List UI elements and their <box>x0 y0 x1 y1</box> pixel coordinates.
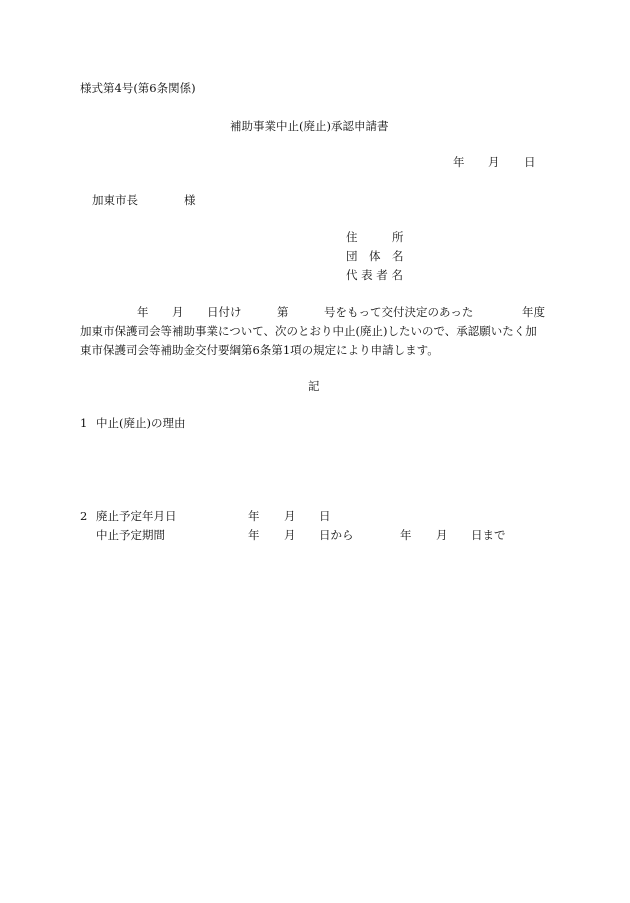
item-2-year-label: 年 <box>248 509 260 523</box>
form-number: 様式第4号(第6条関係) <box>80 81 196 95</box>
body-line3: 東市保護司会等補助金交付要綱第6条第1項の規定により申請します。 <box>80 343 439 357</box>
address-label: 住 所 <box>346 230 404 244</box>
document-title: 補助事業中止(廃止)承認申請書 <box>230 119 389 133</box>
item-2-to-day-label: 日まで <box>471 528 506 542</box>
body-day-label: 日付け <box>207 305 242 319</box>
representative-label: 代 表 者 名 <box>346 268 403 282</box>
item-2-number: 2 <box>80 509 88 523</box>
body-month-label: 月 <box>172 305 184 319</box>
body-number-prefix: 第 <box>277 305 289 319</box>
body-line1-text: 号をもって交付決定のあった <box>324 305 474 319</box>
body-fiscal-year-label: 年度 <box>522 305 545 319</box>
item-2-month-label: 月 <box>284 509 296 523</box>
item-2-from-month-label: 月 <box>284 528 296 542</box>
group-name-label: 団 体 名 <box>346 249 404 263</box>
item-1-label: 中止(廃止)の理由 <box>96 416 186 430</box>
date-day-label: 日 <box>524 155 536 169</box>
item-2-day-label: 日 <box>319 509 331 523</box>
item-1-number: 1 <box>80 416 88 430</box>
item-2-from-day-label: 日から <box>319 528 354 542</box>
body-line2: 加東市保護司会等補助事業について、次のとおり中止(廃止)したいので、承認願いたく加 <box>80 324 537 338</box>
item-2-label: 廃止予定年月日 <box>96 509 177 523</box>
body-year-label: 年 <box>137 305 149 319</box>
date-month-label: 月 <box>488 155 500 169</box>
item-2-to-year-label: 年 <box>400 528 412 542</box>
item-2-from-year-label: 年 <box>248 528 260 542</box>
ki-heading: 記 <box>308 379 320 393</box>
addressee-honorific: 様 <box>184 193 196 207</box>
item-2-to-month-label: 月 <box>436 528 448 542</box>
item-2-sublabel: 中止予定期間 <box>96 528 165 542</box>
addressee-name: 加東市長 <box>92 193 138 207</box>
date-year-label: 年 <box>453 155 465 169</box>
